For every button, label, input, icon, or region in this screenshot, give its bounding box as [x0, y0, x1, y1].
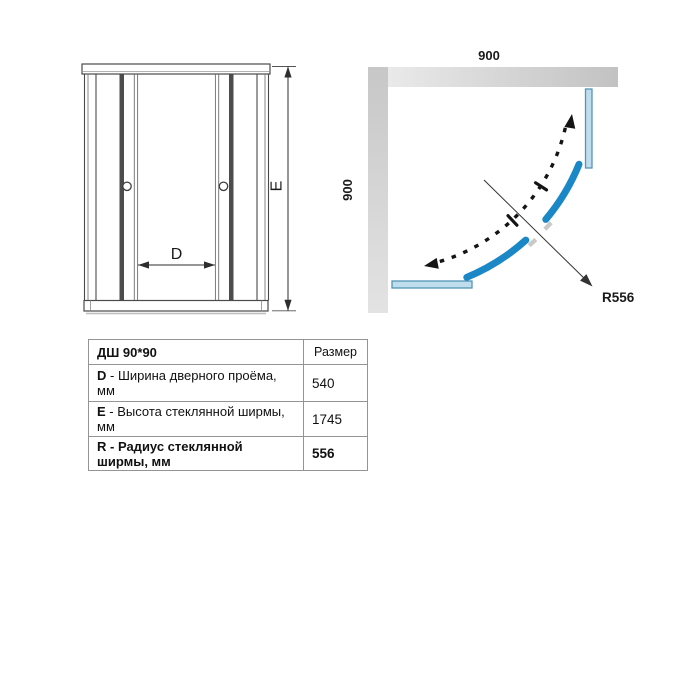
- table-row: [89, 402, 368, 437]
- left-door-handle-icon: [123, 182, 131, 190]
- fixed-glass-panel-bottom: [392, 281, 472, 288]
- right-door-handle-icon: [219, 182, 227, 190]
- param-d-value: 540: [304, 365, 368, 402]
- plan-width-label: 900: [478, 48, 500, 63]
- table-row: [89, 365, 368, 402]
- param-d-description: [89, 365, 304, 402]
- top-view-drawing: [340, 48, 635, 313]
- size-column-header: Размер: [304, 340, 368, 365]
- right-frame-profile: [257, 74, 269, 301]
- radius-label: R556: [602, 290, 635, 305]
- model-name: ДШ 90*90: [89, 340, 304, 365]
- plan-depth-label: 900: [340, 179, 355, 201]
- curved-door-upper: [546, 164, 579, 219]
- table-header-row: [89, 340, 368, 365]
- dim-e-label: E: [268, 180, 286, 192]
- fixed-glass-panel-right: [586, 89, 593, 168]
- top-rail: [82, 64, 270, 74]
- param-d-key: D: [97, 368, 107, 383]
- param-d-name: - Ширина дверного проёма, мм: [97, 368, 277, 398]
- param-e-description: [89, 402, 304, 437]
- param-r-value: 556: [304, 437, 368, 471]
- front-view-drawing: [82, 64, 296, 314]
- param-r-description: [89, 437, 304, 471]
- spec-table: [88, 339, 368, 471]
- bottom-rail: [84, 301, 268, 312]
- table-row: [89, 437, 368, 471]
- left-wall: [368, 67, 388, 313]
- param-e-key: E: [97, 404, 106, 419]
- param-r-key: R: [97, 438, 107, 454]
- dim-d-label: D: [170, 246, 183, 263]
- technical-drawing: [0, 0, 700, 330]
- param-r-name: - Радиус стеклянной ширмы, мм: [97, 438, 243, 469]
- arrowhead-up-icon: [564, 113, 577, 129]
- param-e-value: 1745: [304, 402, 368, 437]
- param-e-name: - Высота стеклянной ширмы, мм: [97, 404, 285, 434]
- door-motion-arrow: [423, 113, 577, 271]
- arrowhead-left-icon: [423, 258, 439, 271]
- motion-tick-upper: [536, 183, 547, 190]
- left-frame-profile: [85, 74, 97, 301]
- dimension-d: [138, 246, 215, 269]
- top-wall: [368, 67, 618, 87]
- dimension-e: [269, 67, 297, 311]
- right-door-profile: [229, 74, 234, 301]
